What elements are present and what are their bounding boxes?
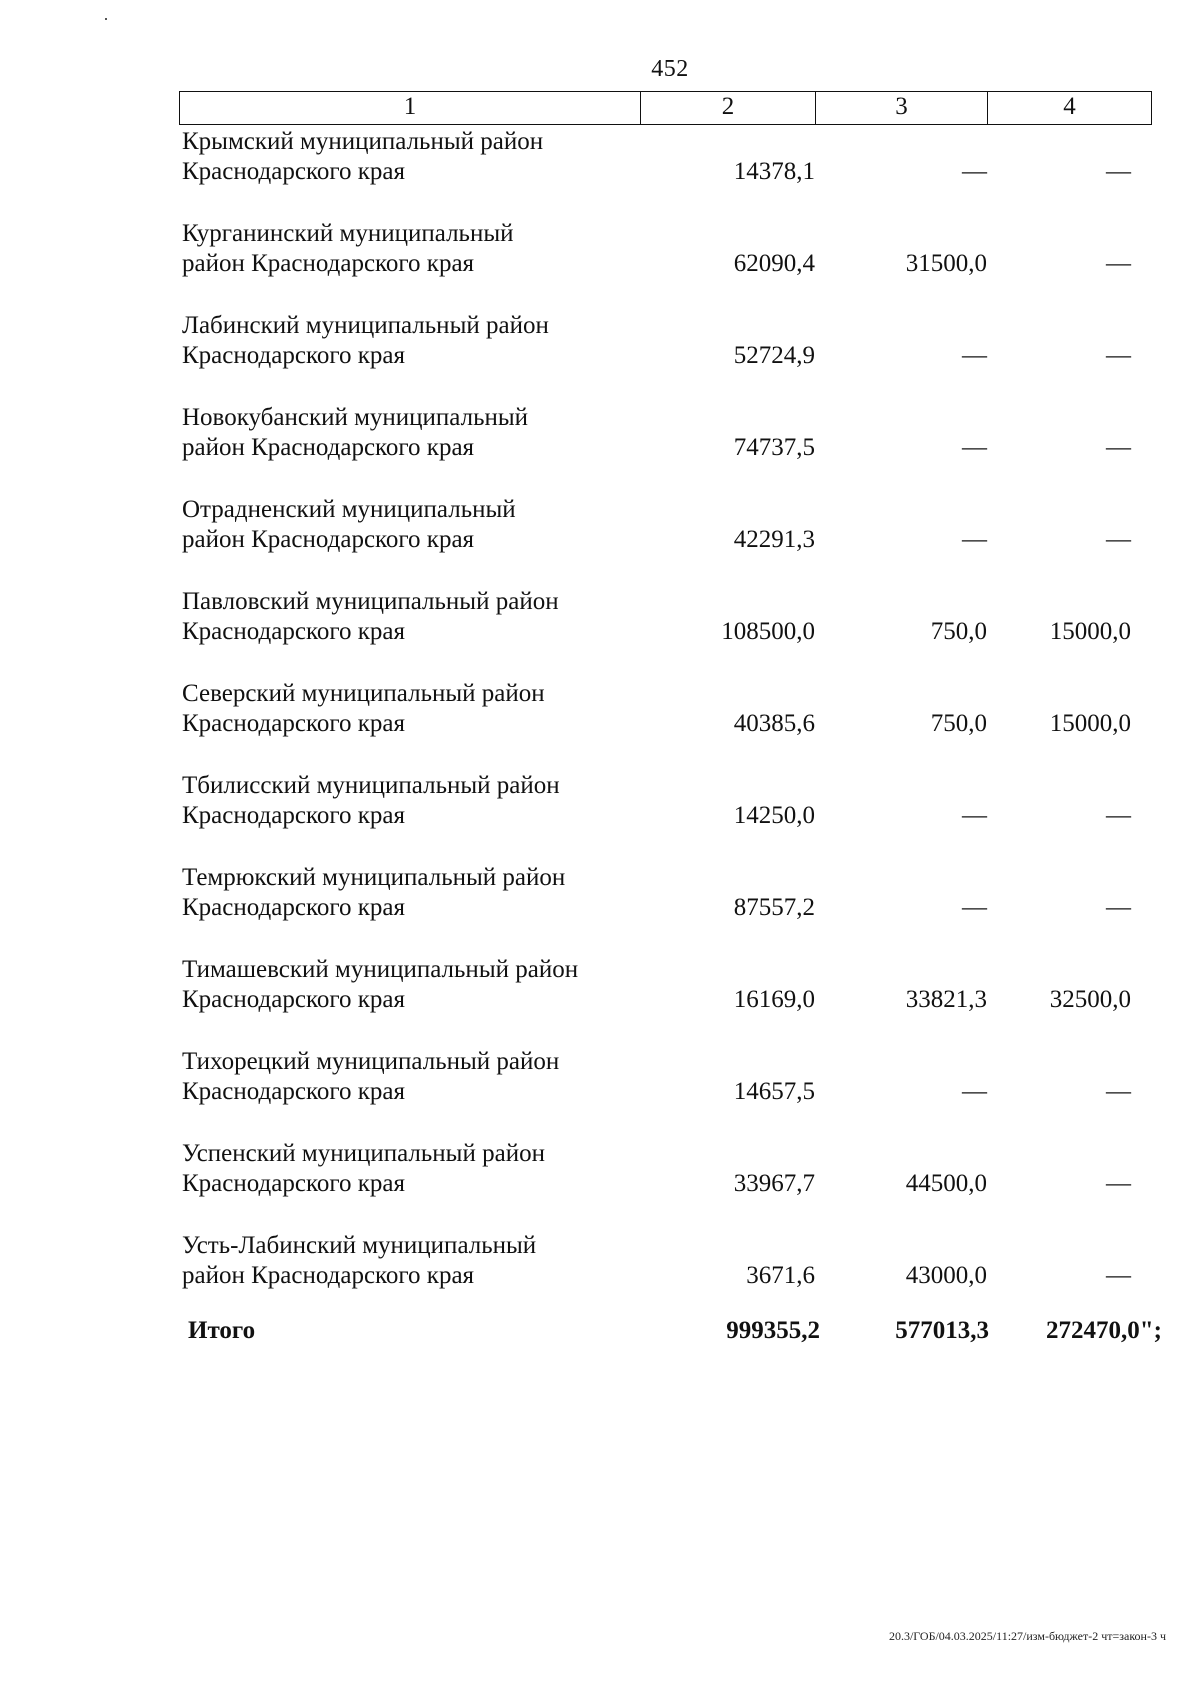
col-2-value: 3671,6 bbox=[746, 1262, 815, 1289]
district-name-line: Лабинский муниципальный район bbox=[182, 312, 549, 339]
document-footer-code: 20.3/ГОБ/04.03.2025/11:27/изм-бюджет-2 чт=закон-3 ч bbox=[888, 1629, 1166, 1643]
district-name-line: Краснодарского края bbox=[182, 802, 405, 829]
district-name-line: Павловский муниципальный район bbox=[182, 588, 559, 615]
col-4-value: — bbox=[1106, 250, 1131, 277]
col-2-value: 62090,4 bbox=[733, 250, 815, 277]
district-name bbox=[182, 127, 642, 187]
col-3-value: — bbox=[962, 434, 987, 461]
total-col-3: 577013,3 bbox=[895, 1317, 989, 1344]
district-name-line: Краснодарского края bbox=[182, 1170, 405, 1197]
col-4-value: — bbox=[1106, 158, 1131, 185]
header-col-2: 2 bbox=[641, 92, 816, 124]
district-name-line: Успенский муниципальный район bbox=[182, 1140, 545, 1167]
district-name-line: Тбилисский муниципальный район bbox=[182, 772, 560, 799]
header-col-1: 1 bbox=[180, 92, 641, 124]
col-3-value: 33821,3 bbox=[905, 986, 987, 1013]
district-name-line: Крымский муниципальный район bbox=[182, 128, 544, 155]
table-row bbox=[0, 1045, 1200, 1137]
table-row bbox=[0, 1137, 1200, 1229]
district-name-line: Курганинский муниципальный bbox=[182, 220, 514, 247]
scan-speck bbox=[105, 18, 107, 20]
col-2-value: 74737,5 bbox=[733, 434, 815, 461]
table-row bbox=[0, 309, 1200, 401]
district-name-line: район Краснодарского края bbox=[182, 434, 475, 461]
col-2-value: 14250,0 bbox=[733, 802, 815, 829]
col-3-value: — bbox=[962, 1078, 987, 1105]
total-label: Итого bbox=[188, 1317, 256, 1344]
district-name-line: Краснодарского края bbox=[182, 158, 405, 185]
district-name-line: Усть-Лабинский муниципальный bbox=[182, 1232, 537, 1259]
district-name bbox=[182, 403, 642, 463]
district-name bbox=[182, 311, 642, 371]
district-name bbox=[182, 955, 642, 1015]
col-4-value: — bbox=[1106, 894, 1131, 921]
col-3-value: 43000,0 bbox=[905, 1262, 987, 1289]
district-name bbox=[182, 679, 642, 739]
col-4-value: — bbox=[1106, 802, 1131, 829]
district-name-line: Краснодарского края bbox=[182, 1078, 405, 1105]
total-row bbox=[0, 1317, 1200, 1357]
col-2-value: 40385,6 bbox=[733, 710, 815, 737]
district-name bbox=[182, 771, 642, 831]
table-row bbox=[0, 125, 1200, 217]
district-name-line: район Краснодарского края bbox=[182, 1262, 475, 1289]
col-4-value: — bbox=[1106, 1262, 1131, 1289]
district-name bbox=[182, 219, 642, 279]
col-3-value: 44500,0 bbox=[905, 1170, 987, 1197]
col-3-value: — bbox=[962, 802, 987, 829]
district-name-line: район Краснодарского края bbox=[182, 526, 475, 553]
col-3-value: 31500,0 bbox=[905, 250, 987, 277]
col-3-value: — bbox=[962, 526, 987, 553]
col-4-value: — bbox=[1106, 434, 1131, 461]
col-2-value: 52724,9 bbox=[733, 342, 815, 369]
table-row bbox=[0, 953, 1200, 1045]
col-3-value: 750,0 bbox=[930, 710, 987, 737]
district-name bbox=[182, 1139, 642, 1199]
table-row bbox=[0, 769, 1200, 861]
col-4-value: — bbox=[1106, 1170, 1131, 1197]
col-4-value: 15000,0 bbox=[1049, 710, 1131, 737]
col-4-value: — bbox=[1106, 342, 1131, 369]
page-number: 452 bbox=[651, 56, 689, 82]
total-col-4: 272470,0"; bbox=[1046, 1317, 1162, 1344]
col-2-value: 14657,5 bbox=[733, 1078, 815, 1105]
col-2-value: 87557,2 bbox=[733, 894, 815, 921]
district-name-line: Темрюкский муниципальный район bbox=[182, 864, 566, 891]
table-row bbox=[0, 1229, 1200, 1321]
col-3-value: 750,0 bbox=[930, 618, 987, 645]
district-name-line: Краснодарского края bbox=[182, 618, 405, 645]
col-2-value: 16169,0 bbox=[733, 986, 815, 1013]
col-2-value: 33967,7 bbox=[733, 1170, 815, 1197]
table-row bbox=[0, 217, 1200, 309]
district-name-line: Тимашевский муниципальный район bbox=[182, 956, 579, 983]
col-2-value: 108500,0 bbox=[721, 618, 815, 645]
table-row bbox=[0, 493, 1200, 585]
district-name bbox=[182, 1231, 642, 1291]
table-row bbox=[0, 861, 1200, 953]
district-name-line: Краснодарского края bbox=[182, 710, 405, 737]
total-col-2: 999355,2 bbox=[726, 1317, 820, 1344]
district-name-line: Новокубанский муниципальный bbox=[182, 404, 529, 431]
header-col-3: 3 bbox=[816, 92, 988, 124]
district-name-line: Отрадненский муниципальный bbox=[182, 496, 516, 523]
table-row bbox=[0, 401, 1200, 493]
district-name-line: район Краснодарского края bbox=[182, 250, 475, 277]
col-3-value: — bbox=[962, 342, 987, 369]
col-3-value: — bbox=[962, 158, 987, 185]
col-4-value: — bbox=[1106, 1078, 1131, 1105]
col-4-value: — bbox=[1106, 526, 1131, 553]
district-name-line: Краснодарского края bbox=[182, 894, 405, 921]
district-name-line: Краснодарского края bbox=[182, 986, 405, 1013]
district-name-line: Краснодарского края bbox=[182, 342, 405, 369]
col-2-value: 14378,1 bbox=[733, 158, 815, 185]
table-row bbox=[0, 677, 1200, 769]
col-2-value: 42291,3 bbox=[733, 526, 815, 553]
col-4-value: 32500,0 bbox=[1049, 986, 1131, 1013]
col-4-value: 15000,0 bbox=[1049, 618, 1131, 645]
table-row bbox=[0, 585, 1200, 677]
col-3-value: — bbox=[962, 894, 987, 921]
district-name bbox=[182, 495, 642, 555]
district-name bbox=[182, 1047, 642, 1107]
header-col-4: 4 bbox=[1063, 93, 1076, 120]
district-name-line: Северский муниципальный район bbox=[182, 680, 545, 707]
district-name bbox=[182, 587, 642, 647]
district-name-line: Тихорецкий муниципальный район bbox=[182, 1048, 560, 1075]
table-header bbox=[179, 91, 1152, 125]
district-name bbox=[182, 863, 642, 923]
table-body bbox=[0, 125, 1200, 1321]
